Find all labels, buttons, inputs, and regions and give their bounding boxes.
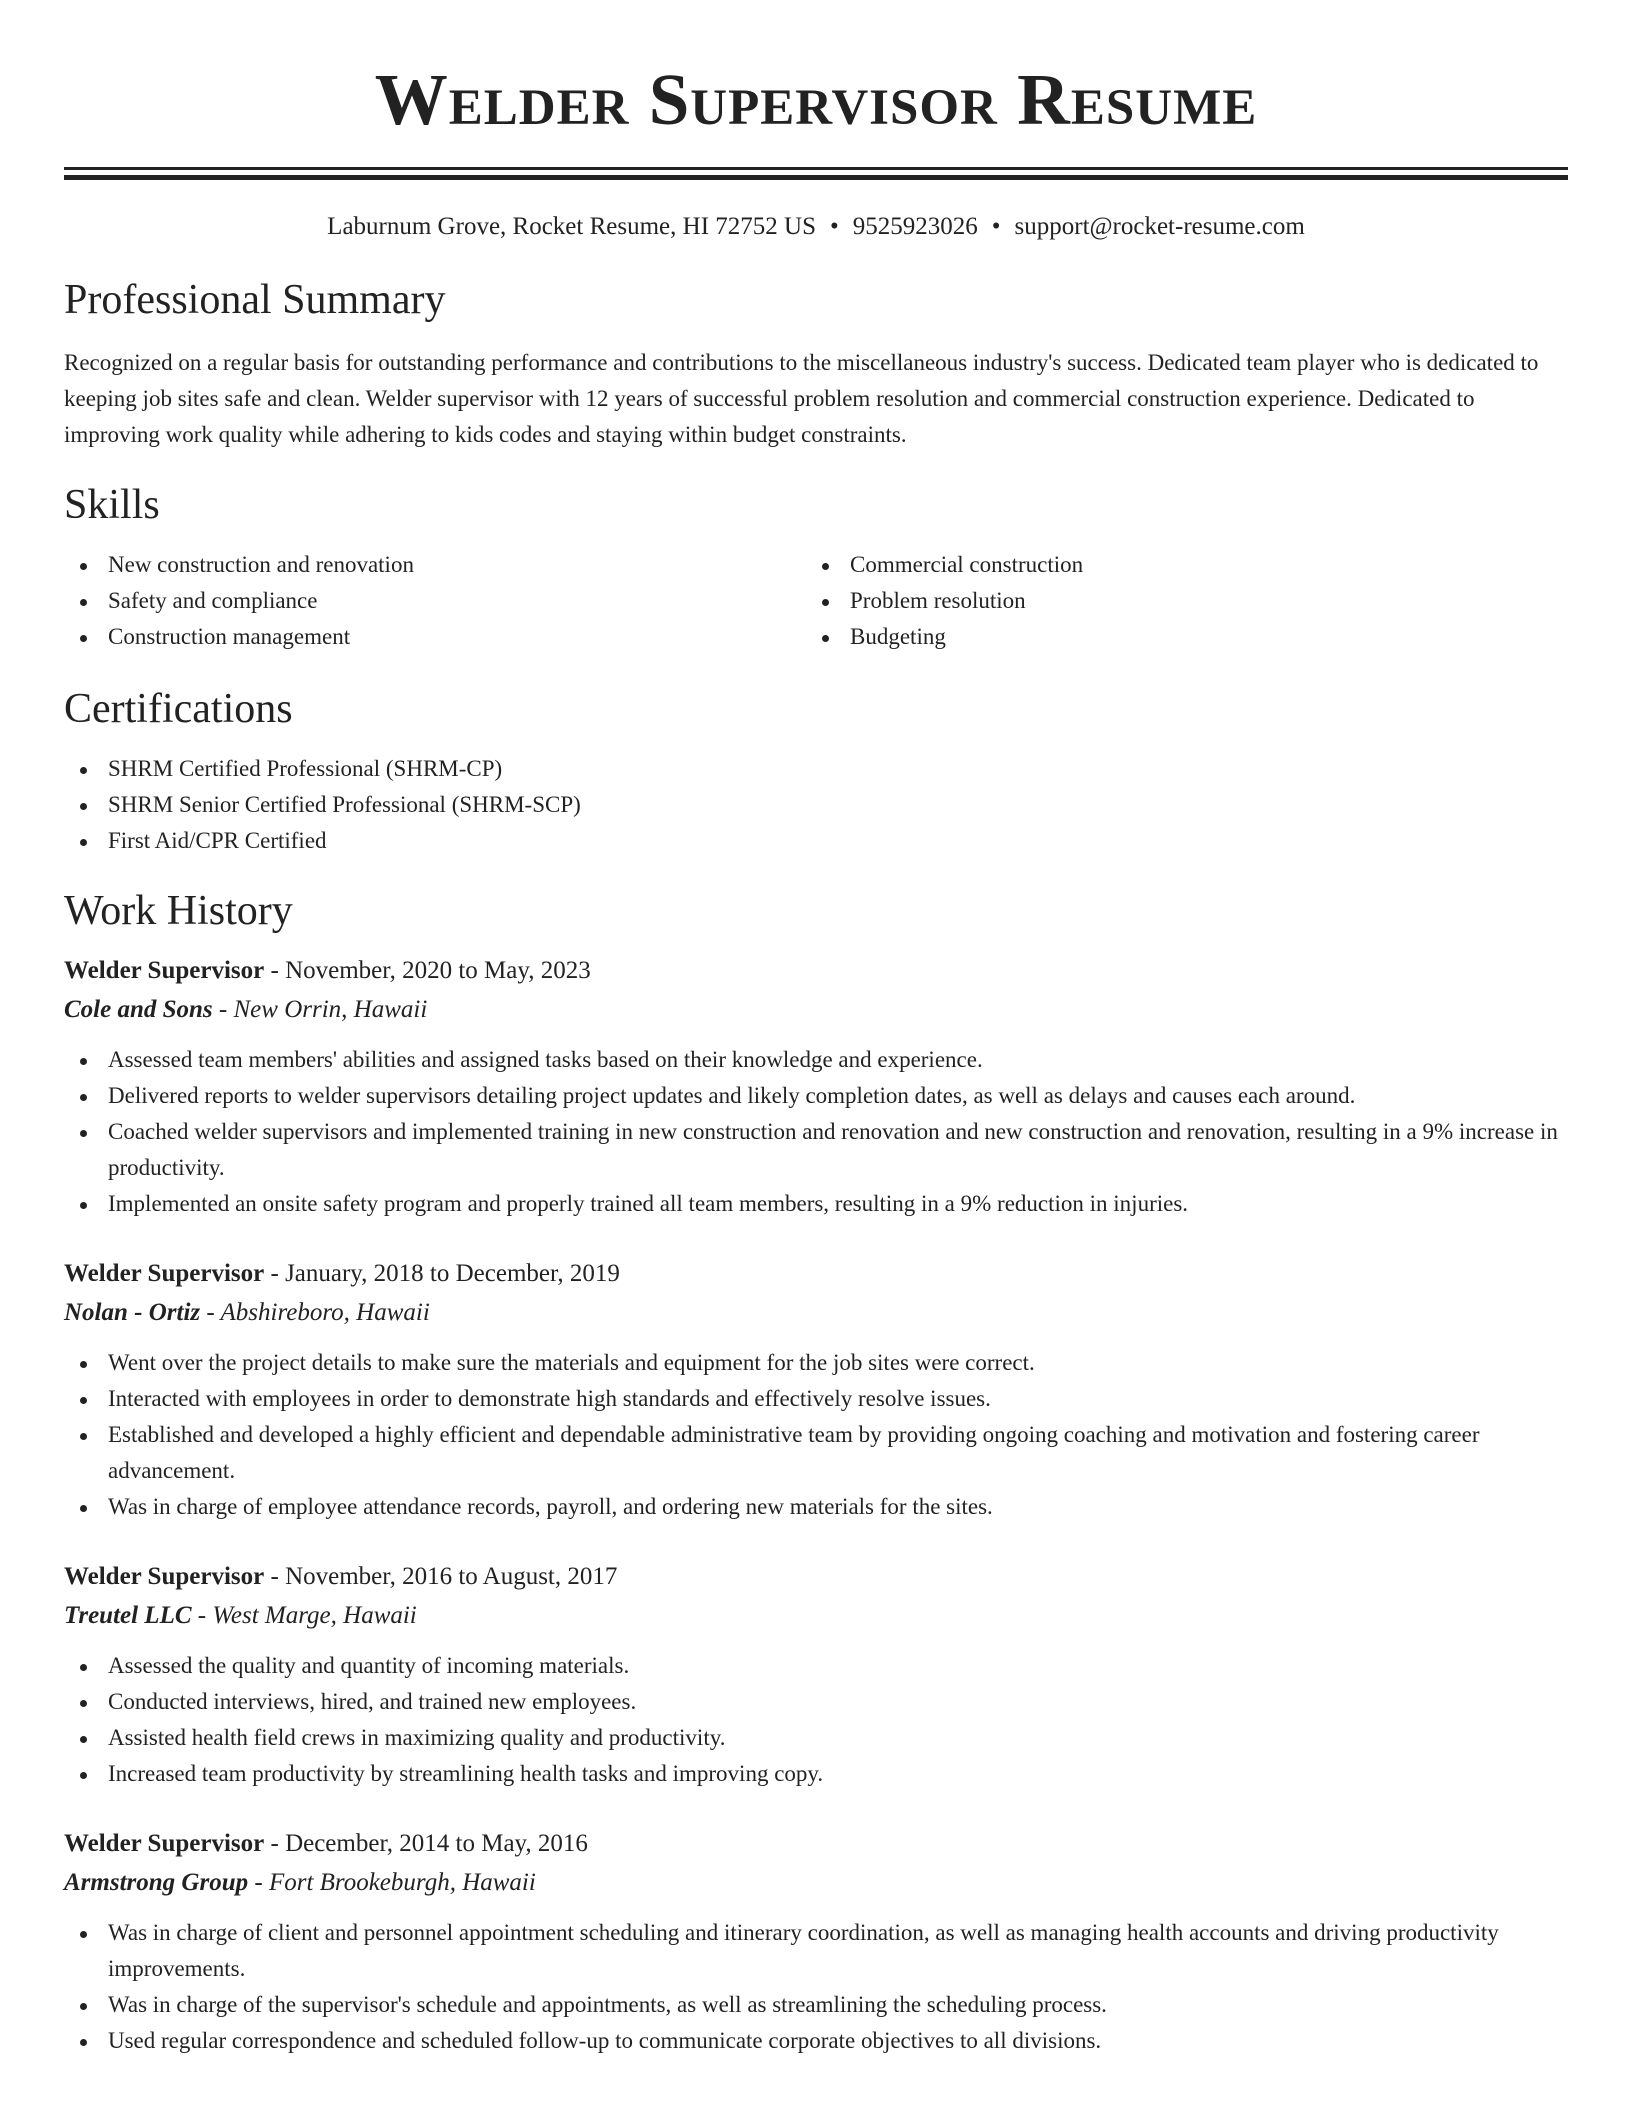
- job-duty: Conducted interviews, hired, and trained new employees.: [64, 1684, 1568, 1720]
- job-company: Armstrong Group: [64, 1869, 249, 1896]
- job-duty: Assessed the quality and quantity of incoming materials.: [64, 1648, 1568, 1684]
- certifications-list: [64, 751, 1568, 859]
- job-dates: January, 2018 to December, 2019: [285, 1260, 620, 1287]
- contact-line: [64, 212, 1568, 242]
- skill-item: Construction management: [64, 619, 806, 655]
- job-dates: November, 2016 to August, 2017: [285, 1563, 618, 1590]
- certification-item: First Aid/CPR Certified: [64, 823, 1568, 859]
- title-divider-thin: [64, 167, 1568, 170]
- skill-item: Budgeting: [806, 619, 1548, 655]
- job-company: Treutel LLC: [64, 1602, 192, 1629]
- job-duty: Interacted with employees in order to demonstrate high standards and effectively resolve issues.: [64, 1381, 1568, 1417]
- contact-separator: •: [991, 213, 1001, 240]
- contact-address: Laburnum Grove, Rocket Resume, HI 72752 US: [327, 213, 816, 240]
- job-organization: Armstrong Group - Fort Brookeburgh, Hawaii: [64, 1869, 536, 1896]
- job-duties-list: [64, 1042, 1568, 1222]
- title-divider-thick: [64, 175, 1568, 180]
- job-dates: November, 2020 to May, 2023: [285, 957, 591, 984]
- job-duty: Delivered reports to welder supervisors detailing project updates and likely completion dates, as well as delays and causes each around.: [64, 1078, 1568, 1114]
- job-company: Cole and Sons: [64, 996, 213, 1023]
- job-location: Abshireboro, Hawaii: [220, 1299, 430, 1326]
- skills-list: [64, 547, 1568, 655]
- job-organization: Cole and Sons - New Orrin, Hawaii: [64, 996, 428, 1023]
- summary-text: Recognized on a regular basis for outstanding performance and contributions to the miscellaneous industry's success. Dedicated team player who is dedicated to keeping job sites safe and clean. Welder supervisor with 12 years of successful problem resolution and commercial construction experience. Dedicated to improving work quality while adhering to kids codes and staying within budget constraints.: [64, 350, 1539, 447]
- job-header: Welder Supervisor - November, 2016 to August, 2017: [64, 1563, 618, 1590]
- job-header: Welder Supervisor - December, 2014 to May, 2016: [64, 1830, 588, 1857]
- job-entry: [64, 1256, 1568, 1525]
- section-heading-skills: Skills: [64, 482, 160, 528]
- job-entry: [64, 953, 1568, 1222]
- skills-column-left: [64, 547, 806, 655]
- contact-email: support@rocket-resume.com: [1014, 213, 1305, 240]
- skill-item: Problem resolution: [806, 583, 1548, 619]
- job-dates: December, 2014 to May, 2016: [285, 1830, 588, 1857]
- job-duty: Established and developed a highly efficient and dependable administrative team by providing ongoing coaching and motivation and fostering career advancement.: [64, 1417, 1568, 1489]
- job-duty: Implemented an onsite safety program and properly trained all team members, resulting in a 9% reduction in injuries.: [64, 1186, 1568, 1222]
- job-duty: Went over the project details to make sure the materials and equipment for the job sites were correct.: [64, 1345, 1568, 1381]
- job-duty: Coached welder supervisors and implemented training in new construction and renovation and new construction and renovation, resulting in a 9% increase in productivity.: [64, 1114, 1568, 1186]
- job-header: Welder Supervisor - November, 2020 to May, 2023: [64, 957, 591, 984]
- job-header: Welder Supervisor - January, 2018 to December, 2019: [64, 1260, 620, 1287]
- job-duty: Used regular correspondence and scheduled follow-up to communicate corporate objectives to all divisions.: [64, 2023, 1568, 2059]
- skills-column-right: [806, 547, 1548, 655]
- job-role: Welder Supervisor: [64, 957, 265, 984]
- section-heading-certifications: Certifications: [64, 686, 293, 732]
- contact-separator: •: [829, 213, 839, 240]
- job-duty: Increased team productivity by streamlining health tasks and improving copy.: [64, 1756, 1568, 1792]
- job-duty: Was in charge of the supervisor's schedule and appointments, as well as streamlining the scheduling process.: [64, 1987, 1568, 2023]
- certification-item: SHRM Senior Certified Professional (SHRM-SCP): [64, 787, 1568, 823]
- job-duty: Assessed team members' abilities and assigned tasks based on their knowledge and experience.: [64, 1042, 1568, 1078]
- job-location: New Orrin, Hawaii: [233, 996, 428, 1023]
- job-organization: Nolan - Ortiz - Abshireboro, Hawaii: [64, 1299, 430, 1326]
- job-duty: Was in charge of client and personnel appointment scheduling and itinerary coordination, as well as managing health accounts and driving productivity improvements.: [64, 1915, 1568, 1987]
- job-role: Welder Supervisor: [64, 1563, 265, 1590]
- job-entry: [64, 1559, 1568, 1792]
- certification-item: SHRM Certified Professional (SHRM-CP): [64, 751, 1568, 787]
- section-heading-summary: Professional Summary: [64, 277, 446, 323]
- job-location: West Marge, Hawaii: [212, 1602, 417, 1629]
- resume-page: [64, 0, 1568, 2059]
- contact-phone: 9525923026: [852, 213, 978, 240]
- job-role: Welder Supervisor: [64, 1260, 265, 1287]
- job-organization: Treutel LLC - West Marge, Hawaii: [64, 1602, 417, 1629]
- resume-title: Welder Supervisor Resume: [374, 59, 1258, 140]
- job-location: Fort Brookeburgh, Hawaii: [268, 1869, 536, 1896]
- skill-item: New construction and renovation: [64, 547, 806, 583]
- job-duties-list: [64, 1915, 1568, 2059]
- section-heading-work-history: Work History: [64, 888, 293, 934]
- job-duties-list: [64, 1648, 1568, 1792]
- job-role: Welder Supervisor: [64, 1830, 265, 1857]
- job-duty: Was in charge of employee attendance records, payroll, and ordering new materials for the sites.: [64, 1489, 1568, 1525]
- job-duties-list: [64, 1345, 1568, 1525]
- job-entry: [64, 1826, 1568, 2059]
- job-duty: Assisted health field crews in maximizing quality and productivity.: [64, 1720, 1568, 1756]
- skill-item: Safety and compliance: [64, 583, 806, 619]
- skill-item: Commercial construction: [806, 547, 1548, 583]
- job-company: Nolan - Ortiz: [64, 1299, 201, 1326]
